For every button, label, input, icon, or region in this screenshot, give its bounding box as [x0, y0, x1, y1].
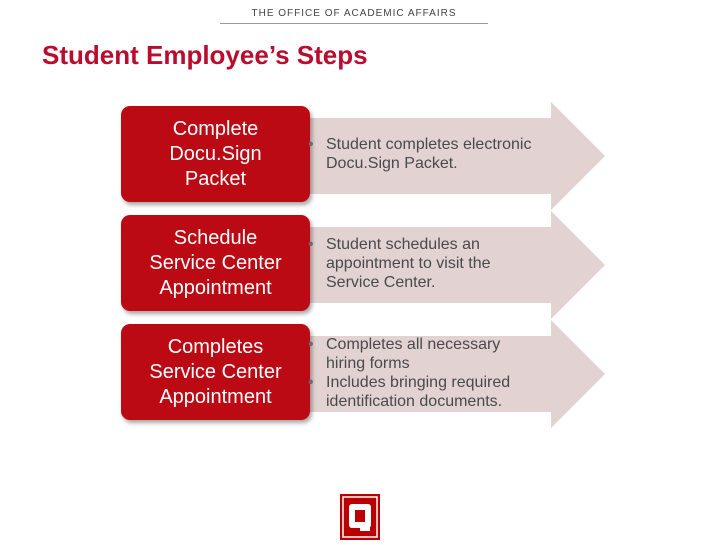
step-2-label-line: Schedule	[173, 226, 258, 249]
step-2-bullets	[305, 235, 543, 292]
block-o-icon	[340, 494, 380, 540]
step-3-bullets	[305, 335, 543, 411]
step-3-bullet: • Includes bringing required identification documents.	[305, 373, 543, 411]
step-3-label-line: Completes	[167, 335, 264, 358]
step-1-label-line: Complete	[172, 117, 259, 140]
page-title: Student Employee’s Steps	[42, 40, 368, 70]
step-1-box	[121, 106, 310, 202]
step-3-bullet: • Completes all necessary hiring forms	[305, 335, 543, 373]
office-header: THE OFFICE OF ACADEMIC AFFAIRS	[251, 8, 457, 19]
step-3-box	[121, 324, 310, 420]
header-divider	[220, 23, 488, 24]
step-2-box	[121, 215, 310, 311]
step-2-label-line: Service Center	[149, 251, 282, 274]
step-1-label-line: Docu.Sign	[169, 142, 262, 165]
step-2-bullet: • Student schedules an appointment to visit the Service Center.	[305, 235, 543, 292]
step-1-label-line: Packet	[184, 167, 247, 190]
step-2-label-line: Appointment	[159, 276, 272, 299]
step-1-bullet: • Student completes electronic Docu.Sign Packet.	[305, 135, 543, 173]
step-3-label-line: Appointment	[159, 385, 272, 408]
step-3-label-line: Service Center	[149, 360, 282, 383]
step-1-bullets	[305, 135, 543, 173]
